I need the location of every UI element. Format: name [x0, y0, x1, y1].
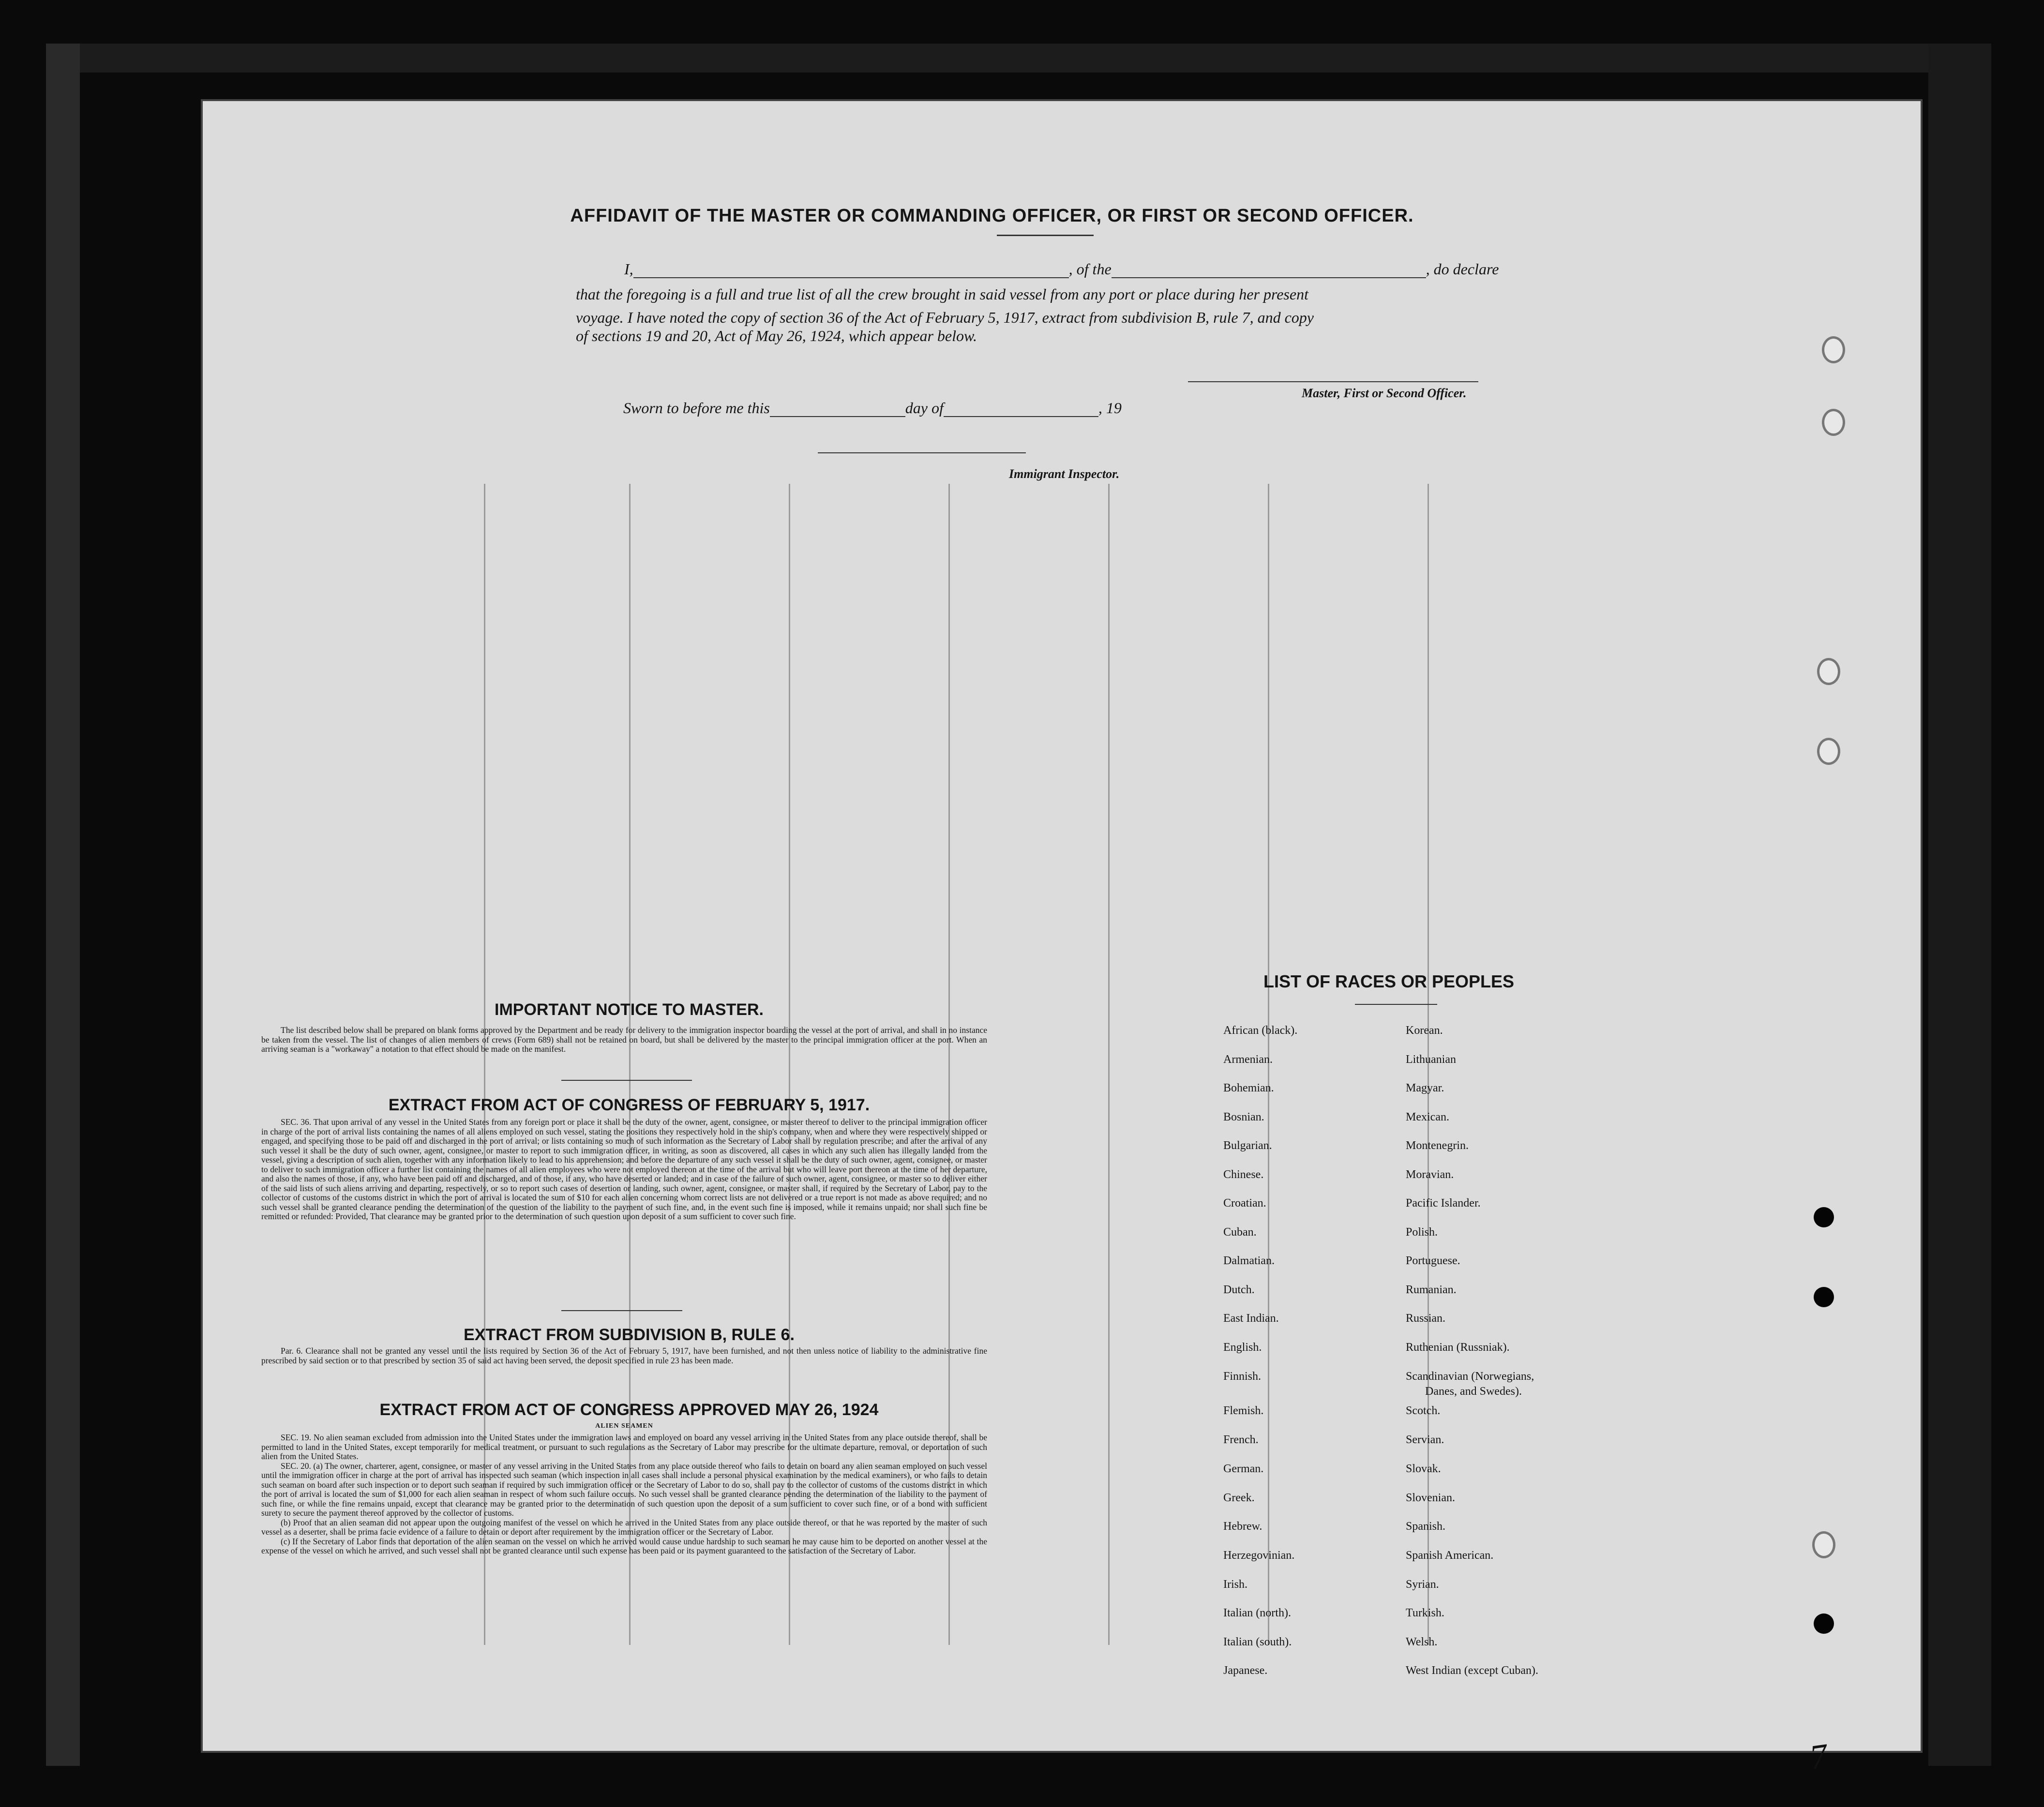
- race-item: Rumanian.: [1406, 1284, 1457, 1296]
- section-divider: [561, 1080, 692, 1081]
- inspector-signature-line: [818, 452, 1026, 453]
- race-item: Dalmatian.: [1223, 1254, 1275, 1267]
- extract-1917-title: EXTRACT FROM ACT OF CONGRESS OF FEBRUARY 5, 1917.: [388, 1096, 870, 1114]
- race-item: Magyar.: [1406, 1082, 1444, 1094]
- binder-ring: [1817, 738, 1840, 765]
- affidavit-do-declare: , do declare: [1426, 260, 1499, 278]
- race-item: Korean.: [1406, 1024, 1443, 1037]
- race-item: Lithuanian: [1406, 1053, 1456, 1066]
- race-item: West Indian (except Cuban).: [1406, 1664, 1538, 1677]
- race-item: East Indian.: [1223, 1312, 1279, 1325]
- section-36-text: SEC. 36. That upon arrival of any vessel in the United States from any foreign port or place it shall be the duty of the owner, agent, consignee, or master thereof to deliver to the principal immigration officer in charge of the port of arrival lists containing the names of all aliens employed on such vessel, stating the positions they respectively hold in the ship's company, when and where they were respectively shipped or engaged, and specifying those to be paid off and discharged in the port of arrival; or lists containing so much of such information as the Secretary of Labor shall by regulation prescribe; and after the arrival of any such vessel it shall be the duty of such owner, agent, consignee, or master to report to such immigration officer, in writing, as soon as discovered, all cases in which any such alien has illegally landed from the vessel, giving a description of such alien, together with any information likely to lead to his apprehension; and before the departure of any such vessel it shall be the duty of such owner, agent, consignee, or master to deliver to such immigration officer a further list containing the names of all alien employees who were not employed thereon at the time of the arrival but who will leave port thereon at the time of her departure, and also the names of those, if any, who have been paid off and discharged, and of those, if any, who have deserted or landed; and in case of the failure of such owner, agent, consignee, or master so to deliver either of the said lists of such aliens arriving and departing, respectively, or so to report such cases of desertion or landing, such owner, agent, consignee, or master shall, if required by the Secretary of Labor, pay to the collector of customs of the customs district in which the port of arrival is located the sum of $10 for each alien concerning whom correct lists are not delivered or a true report is not made as above required; and no such vessel shall be granted clearance pending the determination of the question of the liability to the payment of such fine, and, in the event such fine is imposed, while it remains unpaid; nor shall such fine be remitted or refunded: Provided, That clearance may be granted prior to the determination of such question upon deposit of a sum sufficient to cover such fine.: [261, 1117, 987, 1221]
- binder-ring: [1822, 409, 1845, 436]
- race-item: Pacific Islander.: [1406, 1197, 1481, 1210]
- title-underline: [997, 235, 1094, 236]
- race-item: German.: [1223, 1463, 1264, 1475]
- master-signature-line: [1188, 381, 1478, 382]
- scanner-frame-left: [46, 44, 80, 1766]
- race-item: Servian.: [1406, 1434, 1444, 1446]
- race-item: Flemish.: [1223, 1404, 1264, 1417]
- affidavit-of-the: , of the: [1068, 260, 1112, 278]
- sworn-line: [623, 399, 1122, 417]
- race-item: Ruthenian (Russniak).: [1406, 1341, 1510, 1354]
- race-item: Irish.: [1223, 1578, 1247, 1591]
- master-label: Master, First or Second Officer.: [1302, 386, 1467, 400]
- race-item: Italian (north).: [1223, 1607, 1291, 1619]
- race-item: Portuguese.: [1406, 1254, 1460, 1267]
- race-item: French.: [1223, 1434, 1259, 1446]
- affidavit-title: AFFIDAVIT OF THE MASTER OR COMMANDING OFFICER, OR FIRST OR SECOND OFFICER.: [570, 206, 1414, 226]
- race-item: Scandinavian (Norwegians,: [1406, 1370, 1534, 1383]
- race-item: Russian.: [1406, 1312, 1446, 1325]
- race-item: Mexican.: [1406, 1111, 1449, 1123]
- rule6-title: EXTRACT FROM SUBDIVISION B, RULE 6.: [464, 1326, 795, 1344]
- punch-hole: [1814, 1613, 1834, 1634]
- race-item: Spanish American.: [1406, 1549, 1494, 1562]
- race-item: Spanish.: [1406, 1520, 1446, 1533]
- race-item: Turkish.: [1406, 1607, 1444, 1619]
- race-item: Moravian.: [1406, 1168, 1454, 1181]
- vessel-blank: [1112, 277, 1426, 278]
- race-item: Bosnian.: [1223, 1111, 1264, 1123]
- race-item: Bohemian.: [1223, 1082, 1274, 1094]
- notice-title: IMPORTANT NOTICE TO MASTER.: [495, 1001, 764, 1019]
- scanner-frame-top: [46, 44, 1991, 73]
- punch-hole: [1814, 1287, 1834, 1307]
- section-19-text: SEC. 19. No alien seaman excluded from admission into the United States under the immigration laws and employed on board any vessel arriving in the United States from any place outside thereof, shall be permitted to land in the United States, except temporarily for medical treatment, or pursuant to such regulations as the Secretary of Labor may prescribe for the ultimate departure, removal, or deportation of such alien from the United States.: [261, 1433, 987, 1461]
- race-item: Montenegrin.: [1406, 1139, 1469, 1152]
- notice-paragraph: The list described below shall be prepared on blank forms approved by the Department and be ready for delivery to the immigration inspector boarding the vessel at the port of arrival, and shall in no instance be taken from the vessel. The list of changes of alien members of crews (Form 689) shall not be retained on board, but shall be delivered by the master to the principal immigration officer at the port. When an arriving seaman is a "workaway" a notation to that effect should be made on the manifest.: [261, 1025, 987, 1054]
- race-item: Welsh.: [1406, 1636, 1438, 1648]
- name-blank: [633, 277, 1069, 278]
- race-item: African (black).: [1223, 1024, 1298, 1037]
- race-item: Chinese.: [1223, 1168, 1264, 1181]
- rule6-body: [261, 1346, 987, 1365]
- section-20c-text: (c) If the Secretary of Labor finds that deportation of the alien seaman on the vessel on which he arrived would cause undue hardship to such seaman he may cause him to be deported on another vessel at the expense of the vessel on which he arrived, and such vessel shall not be granted clearance until such expense has been paid or its payment guaranteed to the satisfaction of the Secretary of Labor.: [261, 1536, 987, 1555]
- binder-ring: [1817, 658, 1840, 685]
- rule6-paragraph: Par. 6. Clearance shall not be granted any vessel until the lists required by Section 36 of the Act of February 5, 1917, have been furnished, and not then unless notice of liability to the administrative fine prescribed by said section or to that prescribed by section 35 of said act having been served, the deposit specified in rule 23 has been made.: [261, 1346, 987, 1365]
- affidavit-line-2: that the foregoing is a full and true list of all the crew brought in said vessel from any port or place during her present: [576, 285, 1308, 303]
- year-text: , 19: [1098, 399, 1122, 417]
- races-title-underline: [1355, 1004, 1437, 1005]
- race-item: Dutch.: [1223, 1284, 1255, 1296]
- section-divider: [561, 1310, 682, 1311]
- extract-1924-body: [261, 1433, 987, 1556]
- extract-1924-title: EXTRACT FROM ACT OF CONGRESS APPROVED MAY 26, 1924: [379, 1401, 879, 1419]
- race-item: Hebrew.: [1223, 1520, 1262, 1533]
- race-item: Croatian.: [1223, 1197, 1266, 1210]
- race-item: Slovak.: [1406, 1463, 1441, 1475]
- race-item: English.: [1223, 1341, 1262, 1354]
- race-item: Herzegovinian.: [1223, 1549, 1295, 1562]
- race-item: Finnish.: [1223, 1370, 1262, 1383]
- race-item: Polish.: [1406, 1226, 1438, 1239]
- race-item: Scotch.: [1406, 1404, 1441, 1417]
- race-item: Japanese.: [1223, 1664, 1268, 1677]
- race-item: Armenian.: [1223, 1053, 1273, 1066]
- race-item: Syrian.: [1406, 1578, 1439, 1591]
- binder-ring: [1812, 1531, 1835, 1558]
- race-item: Greek.: [1223, 1492, 1255, 1504]
- race-item: Cuban.: [1223, 1226, 1257, 1239]
- affidavit-line-3: voyage. I have noted the copy of section 36 of the Act of February 5, 1917, extract from subdivision B, rule 7, and copy: [576, 309, 1314, 326]
- affidavit-line-4: of sections 19 and 20, Act of May 26, 1924, which appear below.: [576, 327, 977, 344]
- race-item: Italian (south).: [1223, 1636, 1292, 1648]
- sworn-text: Sworn to before me this: [623, 399, 770, 417]
- race-item: Slovenian.: [1406, 1492, 1455, 1504]
- day-blank: [770, 416, 905, 417]
- punch-hole: [1814, 1207, 1834, 1227]
- race-item-continuation: Danes, and Swedes).: [1425, 1385, 1522, 1398]
- binder-ring: [1822, 336, 1845, 363]
- races-title: LIST OF RACES OR PEOPLES: [1263, 971, 1515, 991]
- inspector-label: Immigrant Inspector.: [1009, 467, 1120, 481]
- section-20a-text: SEC. 20. (a) The owner, charterer, agent, consignee, or master of any vessel arriving in the United States from any place outside thereof who fails to detain on board any alien seaman employed on such vessel until the immigration officer in charge at the port of arrival has inspected such seaman (which inspection in all cases shall include a personal physical examination by the medical examiners), or who fails to detain such seaman on board after such inspection or to deport such seaman if required by such immigration officer or the Secretary of Labor to do so, shall pay to the collector of customs of the customs district in which the port of arrival is located the sum of $1,000 for each alien seaman in respect of whom such failure occurs. No such vessel shall be granted clearance pending the determination of the liability to the payment of such fine, or while the fine remains unpaid, except that clearance may be granted prior to the determination of such question upon the deposit of a sum sufficient to cover such fine, or of a bond with sufficient surety to secure the payment thereof approved by the collector of customs.: [261, 1461, 987, 1518]
- affidavit-line-1: [624, 260, 1499, 278]
- extract-1917-body: [261, 1118, 987, 1222]
- bleed-column-line: [1108, 484, 1110, 1645]
- affidavit-i: I,: [624, 260, 633, 278]
- race-item: Bulgarian.: [1223, 1139, 1272, 1152]
- month-blank: [944, 416, 1098, 417]
- notice-body: [261, 1026, 987, 1054]
- day-of-text: day of: [905, 399, 944, 417]
- scanner-frame-right: [1928, 44, 1991, 1766]
- section-20b-text: (b) Proof that an alien seaman did not appear upon the outgoing manifest of the vessel on which he arrived in the United States from any place outside thereof, or that he was reported by the master of such vessel as a deserter, shall be prima facie evidence of a failure to detain or deport after requirement by the immigration officer or the Secretary of Labor.: [261, 1517, 987, 1537]
- handwritten-page-number: 7: [1807, 1736, 1830, 1777]
- alien-seamen-subhead: ALIEN SEAMEN: [595, 1422, 653, 1430]
